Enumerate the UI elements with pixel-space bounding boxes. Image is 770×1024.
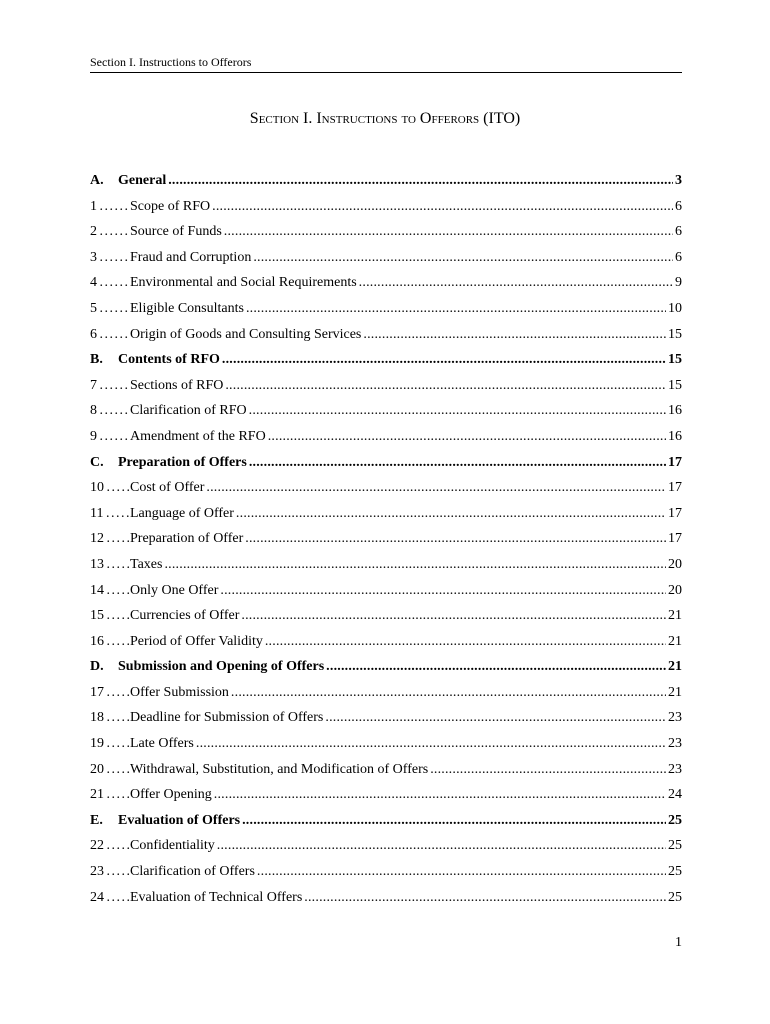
toc-dot-leader xyxy=(253,245,673,271)
toc-entry[interactable] xyxy=(90,398,682,424)
toc-entry-page: 21 xyxy=(668,684,682,700)
toc-entry-label: Eligible Consultants xyxy=(130,300,244,316)
toc-entry[interactable] xyxy=(90,475,682,501)
toc-entry-label: Environmental and Social Requirements xyxy=(130,275,357,291)
toc-entry[interactable] xyxy=(90,270,682,296)
toc-entry-label: Origin of Goods and Consulting Services xyxy=(130,326,362,342)
toc-entry-number: 16 . . . xyxy=(90,629,130,655)
toc-entry[interactable] xyxy=(90,629,682,655)
toc-entry-label: Clarification of Offers xyxy=(130,864,255,880)
toc-dot-leader xyxy=(225,373,666,399)
running-header: Section I. Instructions to Offerors xyxy=(90,55,682,73)
toc-entry-label: Evaluation of Technical Offers xyxy=(130,889,303,905)
toc-entry-label: Sections of RFO xyxy=(130,377,224,393)
toc-dot-leader xyxy=(257,859,666,885)
toc-entry[interactable] xyxy=(90,322,682,348)
toc-entry-number: 3 . . . xyxy=(90,245,130,271)
toc-dot-leader xyxy=(168,168,673,194)
toc-entry-number: 5 . . . xyxy=(90,296,130,322)
toc-entry-label: Language of Offer xyxy=(130,505,234,521)
toc-dot-leader xyxy=(217,833,666,859)
toc-entry-number: 14 . . . xyxy=(90,578,130,604)
toc-entry-label: Amendment of the RFO xyxy=(130,428,266,444)
toc-entry-number: 6 . . . xyxy=(90,322,130,348)
toc-entry-label: Evaluation of Offers xyxy=(118,812,241,828)
toc-entry-label: Withdrawal, Substitution, and Modification of Offers xyxy=(130,761,429,777)
toc-section-entry[interactable] xyxy=(90,168,682,194)
toc-entry-number: 22 . . . xyxy=(90,833,130,859)
toc-section-entry[interactable] xyxy=(90,808,682,834)
toc-entry[interactable] xyxy=(90,731,682,757)
toc-entry-label: Scope of RFO xyxy=(130,198,211,214)
toc-dot-leader xyxy=(214,782,666,808)
toc-entry-number: 10 . . . xyxy=(90,475,130,501)
toc-entry[interactable] xyxy=(90,578,682,604)
toc-entry-page: 21 xyxy=(668,608,682,624)
toc-entry-page: 6 xyxy=(675,224,682,240)
toc-entry-number: D. xyxy=(90,659,104,675)
toc-entry-number: 20 . . . xyxy=(90,757,130,783)
toc-entry[interactable] xyxy=(90,245,682,271)
toc-entry-page: 16 xyxy=(668,403,682,419)
toc-entry-label: Source of Funds xyxy=(130,224,222,240)
toc-entry-page: 17 xyxy=(668,531,682,547)
toc-entry-number: 18 . . . xyxy=(90,705,130,731)
toc-entry-number: 9 . . . xyxy=(90,424,130,450)
toc-entry-page: 25 xyxy=(668,889,682,905)
toc-entry-page: 15 xyxy=(668,326,682,342)
toc-entry-label: Fraud and Corruption xyxy=(130,249,252,265)
toc-entry-page: 24 xyxy=(668,787,682,803)
toc-entry-page: 20 xyxy=(668,556,682,572)
toc-dot-leader xyxy=(304,885,666,911)
toc-entry-number: 24 . . . xyxy=(90,885,130,911)
toc-entry-label: Clarification of RFO xyxy=(130,403,247,419)
toc-dot-leader xyxy=(242,808,666,834)
toc-entry-page: 17 xyxy=(668,480,682,496)
toc-dot-leader xyxy=(265,629,666,655)
toc-entry-number: 17 . . . xyxy=(90,680,130,706)
toc-dot-leader xyxy=(325,705,666,731)
toc-entry-page: 6 xyxy=(675,249,682,265)
toc-entry-page: 9 xyxy=(675,275,682,291)
toc-entry-page: 17 xyxy=(668,505,682,521)
toc-entry-number: 8 . . . xyxy=(90,398,130,424)
toc-entry-page: 15 xyxy=(668,377,682,393)
toc-dot-leader xyxy=(246,296,666,322)
toc-entry-number: A. xyxy=(90,173,104,188)
toc-entry-label: Contents of RFO xyxy=(118,352,220,368)
toc-dot-leader xyxy=(164,552,666,578)
toc-section-entry[interactable] xyxy=(90,654,682,680)
toc-entry[interactable] xyxy=(90,501,682,527)
toc-entry-page: 10 xyxy=(668,300,682,316)
toc-entry-page: 23 xyxy=(668,761,682,777)
toc-section-entry[interactable] xyxy=(90,450,682,476)
toc-dot-leader xyxy=(249,450,666,476)
toc-entry[interactable] xyxy=(90,194,682,220)
toc-entry-number: C. xyxy=(90,454,104,470)
toc-entry-number: 13 . . . xyxy=(90,552,130,578)
toc-entry-label: Deadline for Submission of Offers xyxy=(130,710,324,726)
toc-entry[interactable] xyxy=(90,705,682,731)
toc-entry-label: Late Offers xyxy=(130,736,194,752)
toc-entry[interactable] xyxy=(90,219,682,245)
toc-entry[interactable] xyxy=(90,552,682,578)
toc-dot-leader xyxy=(363,322,666,348)
toc-entry-page: 17 xyxy=(668,454,682,470)
page-title xyxy=(0,110,770,128)
toc-entry-number: 4 . . . xyxy=(90,270,130,296)
toc-entry-page: 21 xyxy=(668,659,682,675)
toc-entry[interactable] xyxy=(90,833,682,859)
toc-entry[interactable] xyxy=(90,603,682,629)
toc-entry-page: 25 xyxy=(668,838,682,854)
toc-entry-number: 7 . . . xyxy=(90,373,130,399)
toc-dot-leader xyxy=(222,347,666,373)
toc-entry-number: 12 . . . xyxy=(90,526,130,552)
toc-dot-leader xyxy=(231,680,666,706)
toc-dot-leader xyxy=(241,603,666,629)
toc-dot-leader xyxy=(268,424,666,450)
table-of-contents xyxy=(90,168,682,910)
toc-entry-label: Confidentiality xyxy=(130,838,215,854)
toc-entry-number: 2 . . . xyxy=(90,219,130,245)
toc-entry-number: 11 . . . xyxy=(90,501,130,527)
toc-entry-label: Preparation of Offer xyxy=(130,531,244,547)
toc-dot-leader xyxy=(326,654,666,680)
toc-entry-label: Taxes xyxy=(130,556,163,572)
toc-entry[interactable] xyxy=(90,296,682,322)
toc-entry-page: 16 xyxy=(668,428,682,444)
toc-entry-page: 21 xyxy=(668,633,682,649)
toc-entry-label: Currencies of Offer xyxy=(130,608,240,624)
toc-entry[interactable] xyxy=(90,885,682,911)
toc-section-entry[interactable] xyxy=(90,347,682,373)
toc-dot-leader xyxy=(236,501,666,527)
toc-dot-leader xyxy=(206,475,666,501)
toc-entry-page: 15 xyxy=(668,352,682,368)
toc-entry[interactable] xyxy=(90,373,682,399)
toc-entry-label: Period of Offer Validity xyxy=(130,633,263,649)
toc-entry-page: 23 xyxy=(668,736,682,752)
toc-dot-leader xyxy=(212,194,673,220)
page-title-text: Section I. Instructions to Offerors (ITO) xyxy=(249,110,521,127)
toc-entry-label: Cost of Offer xyxy=(130,480,205,496)
toc-entry-page: 25 xyxy=(668,812,682,828)
toc-dot-leader xyxy=(249,398,666,424)
toc-entry-number: E. xyxy=(90,812,103,828)
toc-entry-label: General xyxy=(118,173,167,188)
toc-entry[interactable] xyxy=(90,424,682,450)
toc-dot-leader xyxy=(224,219,673,245)
toc-entry-number: 21 . . . xyxy=(90,782,130,808)
toc-dot-leader xyxy=(430,757,666,783)
toc-entry[interactable] xyxy=(90,526,682,552)
toc-entry-label: Only One Offer xyxy=(130,582,219,598)
toc-entry-page: 6 xyxy=(675,198,682,214)
toc-entry-number: 19 . . . xyxy=(90,731,130,757)
toc-entry[interactable] xyxy=(90,782,682,808)
toc-dot-leader xyxy=(220,578,666,604)
toc-entry-label: Submission and Opening of Offers xyxy=(118,659,325,675)
toc-entry-label: Offer Opening xyxy=(130,787,212,803)
toc-entry-page: 3 xyxy=(675,173,682,188)
toc-entry-page: 20 xyxy=(668,582,682,598)
toc-entry-page: 23 xyxy=(668,710,682,726)
toc-entry-number: B. xyxy=(90,352,103,368)
toc-dot-leader xyxy=(245,526,666,552)
toc-entry-label: Preparation of Offers xyxy=(118,454,247,470)
toc-entry-page: 25 xyxy=(668,864,682,880)
toc-entry-label: Offer Submission xyxy=(130,684,229,700)
toc-dot-leader xyxy=(359,270,673,296)
toc-entry-number: 1 . . . xyxy=(90,194,130,220)
page-number: 1 xyxy=(675,935,682,950)
toc-entry[interactable] xyxy=(90,680,682,706)
toc-dot-leader xyxy=(196,731,666,757)
toc-entry[interactable] xyxy=(90,859,682,885)
toc-entry[interactable] xyxy=(90,757,682,783)
toc-entry-number: 15 . . . xyxy=(90,603,130,629)
toc-entry-number: 23 . . . xyxy=(90,859,130,885)
